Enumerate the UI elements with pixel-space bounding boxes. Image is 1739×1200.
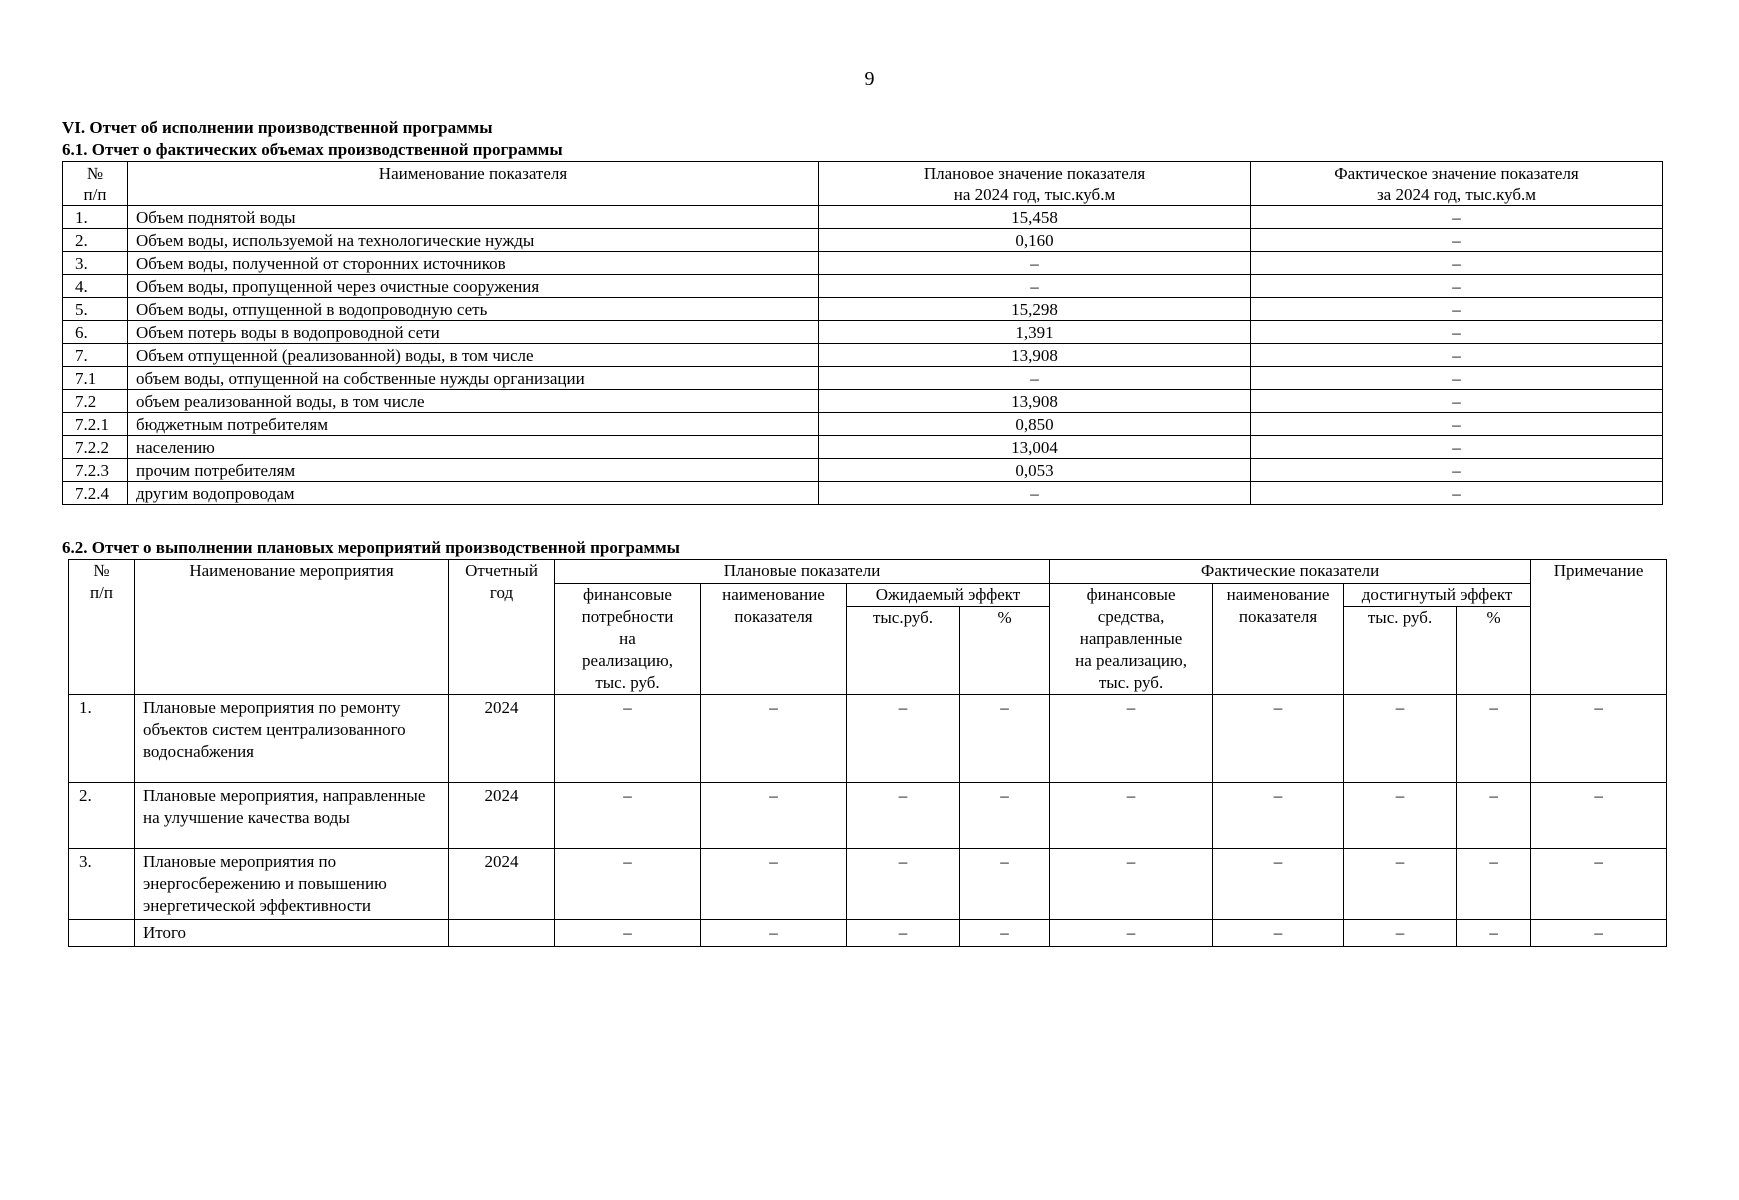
header-fact-value: Фактическое значение показателя за 2024 год, тыс.куб.м — [1251, 162, 1663, 206]
value-cell: – — [960, 783, 1050, 849]
header-fact-indicator: наименование показателя — [1213, 584, 1344, 695]
report-year: 2024 — [449, 695, 555, 783]
value-cell: – — [1050, 920, 1213, 947]
table-row — [63, 275, 1663, 298]
production-volumes-body — [63, 206, 1663, 505]
indicator-name: Объем отпущенной (реализованной) воды, в том числе — [128, 344, 819, 367]
row-number: 7.2.4 — [63, 482, 128, 505]
production-volumes-table — [62, 161, 1663, 505]
indicator-name: бюджетным потребителям — [128, 413, 819, 436]
report-year: 2024 — [449, 849, 555, 920]
value-cell: – — [1050, 695, 1213, 783]
value-cell: – — [555, 920, 701, 947]
fact-value: – — [1251, 390, 1663, 413]
plan-value: 0,160 — [819, 229, 1251, 252]
total-label: Итого — [135, 920, 449, 947]
table-row — [63, 252, 1663, 275]
table-row — [69, 783, 1667, 849]
plan-value: – — [819, 482, 1251, 505]
total-row — [69, 920, 1667, 947]
indicator-name: Объем воды, используемой на технологические нужды — [128, 229, 819, 252]
value-cell: – — [960, 695, 1050, 783]
row-number: 1. — [63, 206, 128, 229]
empty-cell — [69, 920, 135, 947]
value-cell: – — [960, 920, 1050, 947]
header-measure-name: Наименование мероприятия — [135, 560, 449, 695]
planned-measures-body — [69, 695, 1667, 947]
plan-value: 0,850 — [819, 413, 1251, 436]
fact-value: – — [1251, 367, 1663, 390]
table-row — [63, 298, 1663, 321]
plan-value: 15,298 — [819, 298, 1251, 321]
table-row — [63, 367, 1663, 390]
fact-value: – — [1251, 436, 1663, 459]
indicator-name: населению — [128, 436, 819, 459]
row-number: 7.2.2 — [63, 436, 128, 459]
row-number: 7.2.1 — [63, 413, 128, 436]
table-row — [63, 321, 1663, 344]
measure-name: Плановые мероприятия по энергосбережению и повышению энергетической эффективности — [135, 849, 449, 920]
fact-value: – — [1251, 229, 1663, 252]
row-number: 3. — [63, 252, 128, 275]
value-cell: – — [1531, 849, 1667, 920]
header-num: № п/п — [63, 162, 128, 206]
value-cell: – — [1213, 849, 1344, 920]
plan-value: 13,908 — [819, 390, 1251, 413]
value-cell: – — [1457, 849, 1531, 920]
value-cell: – — [1050, 783, 1213, 849]
header-num: № п/п — [69, 560, 135, 695]
header-plan-group: Плановые показатели — [555, 560, 1050, 584]
value-cell: – — [701, 695, 847, 783]
header-report-year: Отчетный год — [449, 560, 555, 695]
row-number: 7.2.3 — [63, 459, 128, 482]
value-cell: – — [555, 695, 701, 783]
plan-value: 13,004 — [819, 436, 1251, 459]
value-cell: – — [701, 849, 847, 920]
row-number: 7. — [63, 344, 128, 367]
planned-measures-table — [68, 559, 1667, 947]
header-achieved-effect-rub: тыс. руб. — [1344, 607, 1457, 695]
table-row — [63, 459, 1663, 482]
value-cell: – — [555, 849, 701, 920]
fact-value: – — [1251, 206, 1663, 229]
plan-value: 13,908 — [819, 344, 1251, 367]
fact-value: – — [1251, 252, 1663, 275]
indicator-name: Объем воды, полученной от сторонних источников — [128, 252, 819, 275]
value-cell: – — [701, 783, 847, 849]
row-number: 3. — [69, 849, 135, 920]
row-number: 5. — [63, 298, 128, 321]
value-cell: – — [847, 920, 960, 947]
fact-value: – — [1251, 275, 1663, 298]
table-row — [69, 849, 1667, 920]
indicator-name: Объем воды, пропущенной через очистные сооружения — [128, 275, 819, 298]
value-cell: – — [1457, 695, 1531, 783]
table-row — [63, 413, 1663, 436]
indicator-name: другим водопроводам — [128, 482, 819, 505]
value-cell: – — [1213, 695, 1344, 783]
plan-value: 1,391 — [819, 321, 1251, 344]
measure-name: Плановые мероприятия по ремонту объектов систем централизованного водоснабжения — [135, 695, 449, 783]
table-row — [63, 390, 1663, 413]
value-cell: – — [1531, 783, 1667, 849]
header-fact-group: Фактические показатели — [1050, 560, 1531, 584]
value-cell: – — [1344, 783, 1457, 849]
row-number: 4. — [63, 275, 128, 298]
value-cell: – — [1213, 920, 1344, 947]
subsection-6-2-title: 6.2. Отчет о выполнении плановых мероприятий производственной программы — [62, 538, 680, 557]
header-achieved-effect-pct: % — [1457, 607, 1531, 695]
value-cell: – — [1344, 695, 1457, 783]
value-cell: – — [1457, 783, 1531, 849]
value-cell: – — [1213, 783, 1344, 849]
value-cell: – — [1344, 849, 1457, 920]
plan-value: – — [819, 252, 1251, 275]
value-cell: – — [1344, 920, 1457, 947]
row-number: 1. — [69, 695, 135, 783]
subsection-6-1-title: 6.1. Отчет о фактических объемах производственной программы — [62, 140, 563, 159]
header-plan-value: Плановое значение показателя на 2024 год, тыс.куб.м — [819, 162, 1251, 206]
header-note: Примечание — [1531, 560, 1667, 695]
report-year: 2024 — [449, 783, 555, 849]
plan-value: 15,458 — [819, 206, 1251, 229]
header-plan-financing: финансовые потребности на реализацию, тыс. руб. — [555, 584, 701, 695]
indicator-name: прочим потребителям — [128, 459, 819, 482]
value-cell: – — [1531, 920, 1667, 947]
measure-name: Плановые мероприятия, направленные на улучшение качества воды — [135, 783, 449, 849]
header-achieved-effect: достигнутый эффект — [1344, 584, 1531, 607]
row-number: 6. — [63, 321, 128, 344]
value-cell: – — [1050, 849, 1213, 920]
fact-value: – — [1251, 321, 1663, 344]
indicator-name: объем реализованной воды, в том числе — [128, 390, 819, 413]
value-cell: – — [960, 849, 1050, 920]
value-cell: – — [555, 783, 701, 849]
value-cell: – — [701, 920, 847, 947]
table-row — [63, 206, 1663, 229]
value-cell: – — [1531, 695, 1667, 783]
header-plan-indicator: наименование показателя — [701, 584, 847, 695]
plan-value: – — [819, 275, 1251, 298]
indicator-name: Объем потерь воды в водопроводной сети — [128, 321, 819, 344]
fact-value: – — [1251, 459, 1663, 482]
row-number: 2. — [69, 783, 135, 849]
indicator-name: объем воды, отпущенной на собственные нужды организации — [128, 367, 819, 390]
page-number: 9 — [864, 68, 875, 90]
value-cell: – — [847, 695, 960, 783]
indicator-name: Объем поднятой воды — [128, 206, 819, 229]
table-row — [63, 436, 1663, 459]
table-row — [63, 229, 1663, 252]
indicator-name: Объем воды, отпущенной в водопроводную сеть — [128, 298, 819, 321]
plan-value: – — [819, 367, 1251, 390]
fact-value: – — [1251, 482, 1663, 505]
row-number: 7.1 — [63, 367, 128, 390]
table-header-row — [63, 162, 1663, 206]
header-expected-effect-rub: тыс.руб. — [847, 607, 960, 695]
fact-value: – — [1251, 413, 1663, 436]
header-expected-effect-pct: % — [960, 607, 1050, 695]
value-cell: – — [847, 783, 960, 849]
empty-cell — [449, 920, 555, 947]
row-number: 2. — [63, 229, 128, 252]
header-expected-effect: Ожидаемый эффект — [847, 584, 1050, 607]
table-row — [69, 695, 1667, 783]
fact-value: – — [1251, 344, 1663, 367]
plan-value: 0,053 — [819, 459, 1251, 482]
header-fact-financing: финансовые средства, направленные на реализацию, тыс. руб. — [1050, 584, 1213, 695]
header-indicator-name: Наименование показателя — [128, 162, 819, 206]
value-cell: – — [1457, 920, 1531, 947]
section-title: VI. Отчет об исполнении производственной программы — [62, 118, 493, 137]
table-row — [63, 482, 1663, 505]
table-row — [63, 344, 1663, 367]
table-header-row — [69, 560, 1667, 584]
value-cell: – — [847, 849, 960, 920]
row-number: 7.2 — [63, 390, 128, 413]
fact-value: – — [1251, 298, 1663, 321]
